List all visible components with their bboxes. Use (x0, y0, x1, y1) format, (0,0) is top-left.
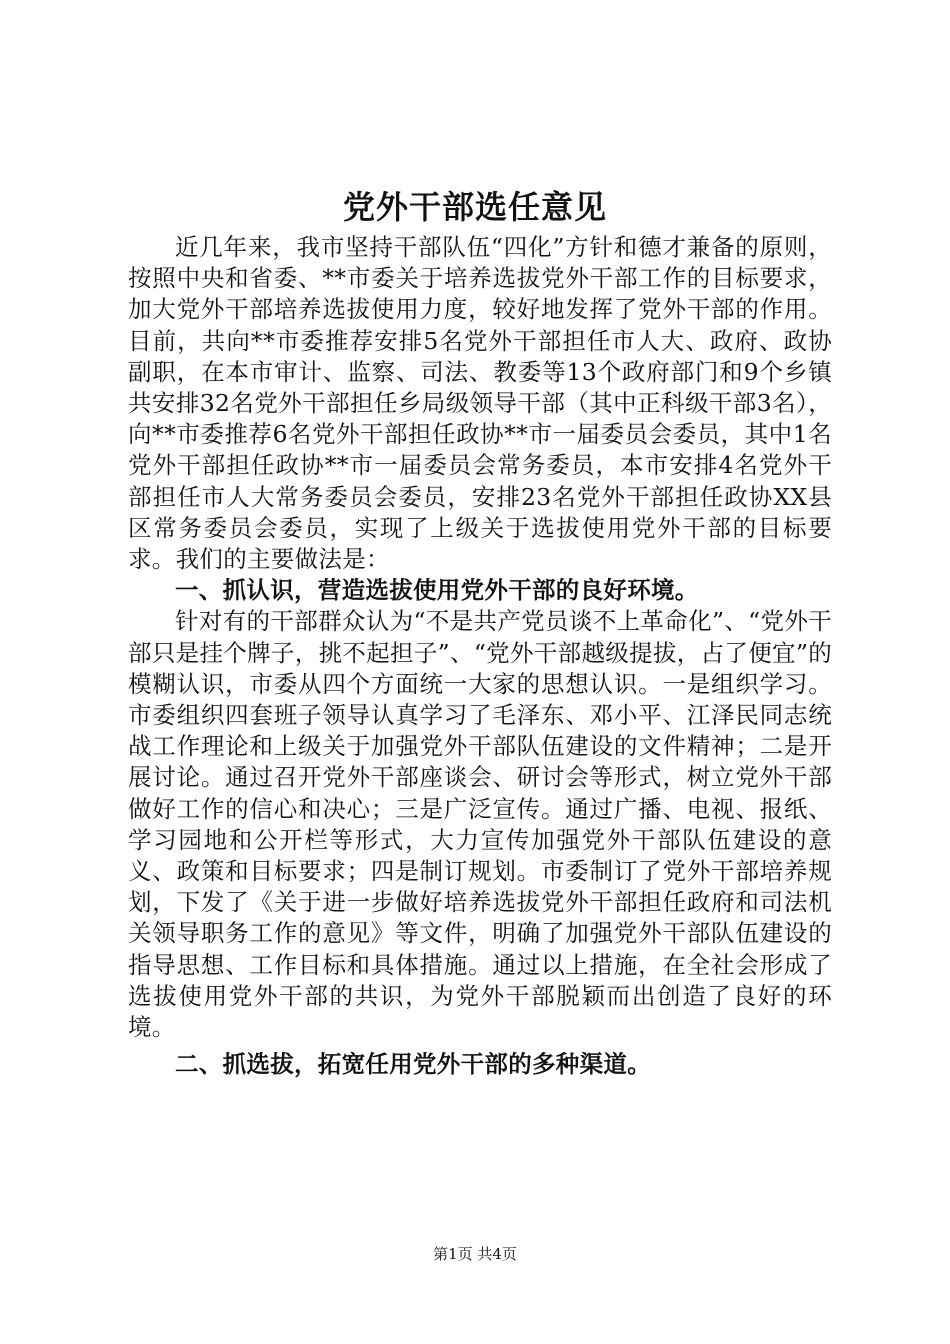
paragraph-section-1: 针对有的干部群众认为“不是共产党员谈不上革命化”、“党外干部只是挂个牌子，挑不起担子”、“党外干部越级提拔，占了便宜”的模糊认识，市委从四个方面统一大家的思想认识。一是组织学习。市委组织四套班子领导认真学习了毛泽东、邓小平、江泽民同志统战工作理论和上级关于加强党外干部队伍建设的文件精神；二是开展讨论。通过召开党外干部座谈会、研讨会等形式，树立党外干部做好工作的信心和决心；三是广泛宣传。通过广播、电视、报纸、学习园地和公开栏等形式，大力宣传加强党外干部队伍建设的意义、政策和目标要求；四是制订规划。市委制订了党外干部培养规划，下发了《关于进一步做好培养选拔党外干部担任政府和司法机关领导职务工作的意见》等文件，明确了加强党外干部队伍建设的指导思想、工作目标和具体措施。通过以上措施，在全社会形成了选拔使用党外干部的共识，为党外干部脱颖而出创造了良好的环境。 (128, 607, 832, 1042)
section-heading-1: 一、抓认识，营造选拔使用党外干部的良好环境。 (175, 576, 699, 605)
document-title: 党外干部选任意见 (342, 188, 607, 226)
page-number-current: 第1页 (433, 1245, 473, 1263)
page-footer (0, 1244, 950, 1264)
document-body (128, 232, 832, 1080)
page-number-total: 共4页 (477, 1245, 517, 1263)
section-heading-2: 二、抓选拔，拓宽任用党外干部的多种渠道。 (175, 1050, 651, 1079)
paragraph-intro: 近几年来，我市坚持干部队伍“四化”方针和德才兼备的原则，按照中央和省委、**市委关于培养选拔党外干部工作的目标要求，加大党外干部培养选拔使用力度，较好地发挥了党外干部的作用。目前，共向**市委推荐安排5名党外干部担任市人大、政府、政协副职，在本市审计、监察、司法、教委等13个政府部门和9个乡镇共安排32名党外干部担任乡局级领导干部（其中正科级干部3名），向**市委推荐6名党外干部担任政协**市一届委员会委员，其中1名党外干部担任政协**市一届委员会常务委员，本市安排4名党外干部担任市人大常务委员会委员，安排23名党外干部担任政协XX县区常务委员会委员，实现了上级关于选拔使用党外干部的目标要求。我们的主要做法是： (128, 233, 832, 574)
